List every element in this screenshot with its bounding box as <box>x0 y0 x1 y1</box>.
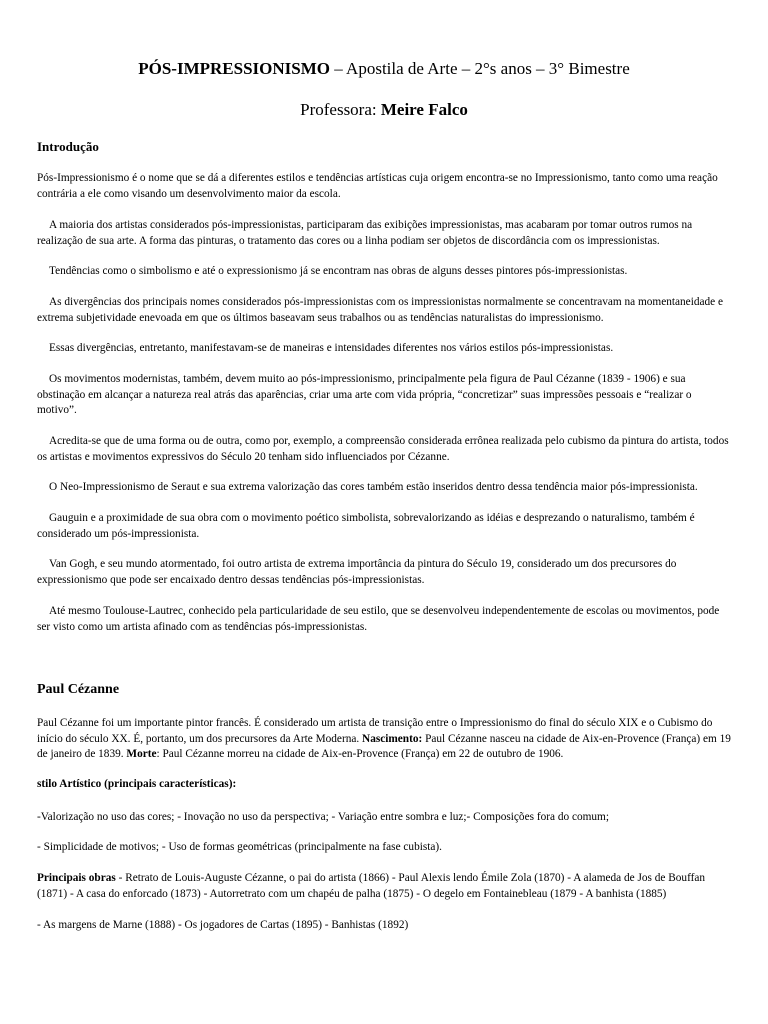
teacher-name: Meire Falco <box>380 100 468 119</box>
cezanne-heading: Paul Cézanne <box>37 682 120 697</box>
paragraph: Tendências como o simbolismo e até o expressionismo já se encontram nas obras de alguns desses pintores pós-impressionistas. <box>49 265 628 277</box>
death-label: Morte <box>126 748 157 760</box>
bio-text: Paul Cézanne nasceu na cidade de Aix-en-Provence (França) em 19 de janeiro de 1839. <box>37 732 731 760</box>
works-paragraph <box>37 871 732 902</box>
paragraph: Essas divergências, entretanto, manifestavam-se de maneiras e intensidades diferentes nos vários estilos pós-impressionistas. <box>49 342 614 354</box>
title-bold: PÓS-IMPRESSIONISMO <box>138 59 330 78</box>
style-line: -Valorização no uso das cores; - Inovação no uso da perspectiva; - Variação entre sombra e luz;- Composições fora do comum; <box>37 811 609 823</box>
document-title <box>0 58 768 80</box>
cezanne-bio <box>37 716 732 763</box>
works-line: - As margens de Marne (1888) - Os jogadores de Cartas (1895) - Banhistas (1892) <box>37 919 409 931</box>
bio-text: : Paul Cézanne morreu na cidade de Aix-en-Provence (França) em 22 de outubro de 1906. <box>156 748 564 760</box>
birth-label: Nascimento: <box>362 732 423 745</box>
paragraph: Pós-Impressionismo é o nome que se dá a diferentes estilos e tendências artísticas cuja origem encontra-se no Impressionismo, tanto como uma reação contrária a ele como visando um desenvolvimento maior da escola. <box>37 172 718 200</box>
style-heading: stilo Artístico (principais características): <box>37 778 237 790</box>
works-text: - Retrato de Louis-Auguste Cézanne, o pai do artista (1866) - Paul Alexis lendo Émile Zola (1870) - A alameda de Jos de Bouffan (1871) - A casa do enforcado (1873) - Autorretrato com um chapéu de palha (1875) - O degelo em Fontainebleau (1879 - A banhista (1885) <box>37 872 706 900</box>
paragraph: Van Gogh, e seu mundo atormentado, foi outro artista de extrema importância da pintura do Século 19, considerado um dos precursores do expressionismo que pode ser encaixado dentro dessas tendências pós-impressionistas. <box>37 558 677 586</box>
bio-text: Paul Cézanne foi um importante pintor francês. É considerado um artista de transição entre o Impressionismo do final do século XIX e o Cubismo do início do século XX. É, portanto, um dos precursores da Arte Moderna. <box>37 717 713 745</box>
teacher-label: Professora: <box>300 100 381 119</box>
paragraph: Gauguin e a proximidade de sua obra com o movimento poético simbolista, sobrevalorizando as idéias e desprezando o naturalismo, também é considerado um pós-impressionista. <box>37 512 695 540</box>
paragraph: Até mesmo Toulouse-Lautrec, conhecido pela particularidade de seu estilo, que se desenvolveu independentemente de escolas ou movimentos, pode ser visto como um artista afinado com as tendências pós-impressionistas. <box>37 605 720 633</box>
title-rest: – Apostila de Arte – 2°s anos – 3° Bimestre <box>330 59 630 78</box>
paragraph: A maioria dos artistas considerados pós-impressionistas, participaram das exibições impressionistas, mas acabaram por tomar outros rumos na realização de sua arte. A forma das pinturas, o tratamento das cores ou a linha podiam ser objetos de discordância com os impressionistas. <box>37 219 693 247</box>
paragraph: Os movimentos modernistas, também, devem muito ao pós-impressionismo, principalmente pela figura de Paul Cézanne (1839 - 1906) e sua obstinação em alcançar a natureza real atrás das aparências, criar uma arte com vida própria, “concretizar” suas impressões pessoais e “realizar o motivo”. <box>37 373 692 416</box>
paragraph: As divergências dos principais nomes considerados pós-impressionistas com os impressionistas normalmente se concentravam na momentaneidade e extrema subjetividade enevoada em que os últimos baseavam seus trabalhos ou as tendências naturalistas do impressionismo. <box>37 296 723 324</box>
paragraph: Acredita-se que de uma forma ou de outra, como por, exemplo, a compreensão considerada errônea realizada pelo cubismo da pintura do artista, todos os artistas e movimentos expressivos do Século 20 tenham sido influenciados por Cézanne. <box>37 435 729 463</box>
teacher-line <box>0 99 768 121</box>
style-line: - Simplicidade de motivos; - Uso de formas geométricas (principalmente na fase cubista). <box>37 841 442 853</box>
paragraph: O Neo-Impressionismo de Seraut e sua extrema valorização das cores também estão inseridos dentro dessa tendência maior pós-impressionista. <box>49 481 698 493</box>
intro-heading: Introdução <box>37 139 99 154</box>
works-label: Principais obras <box>37 872 116 884</box>
